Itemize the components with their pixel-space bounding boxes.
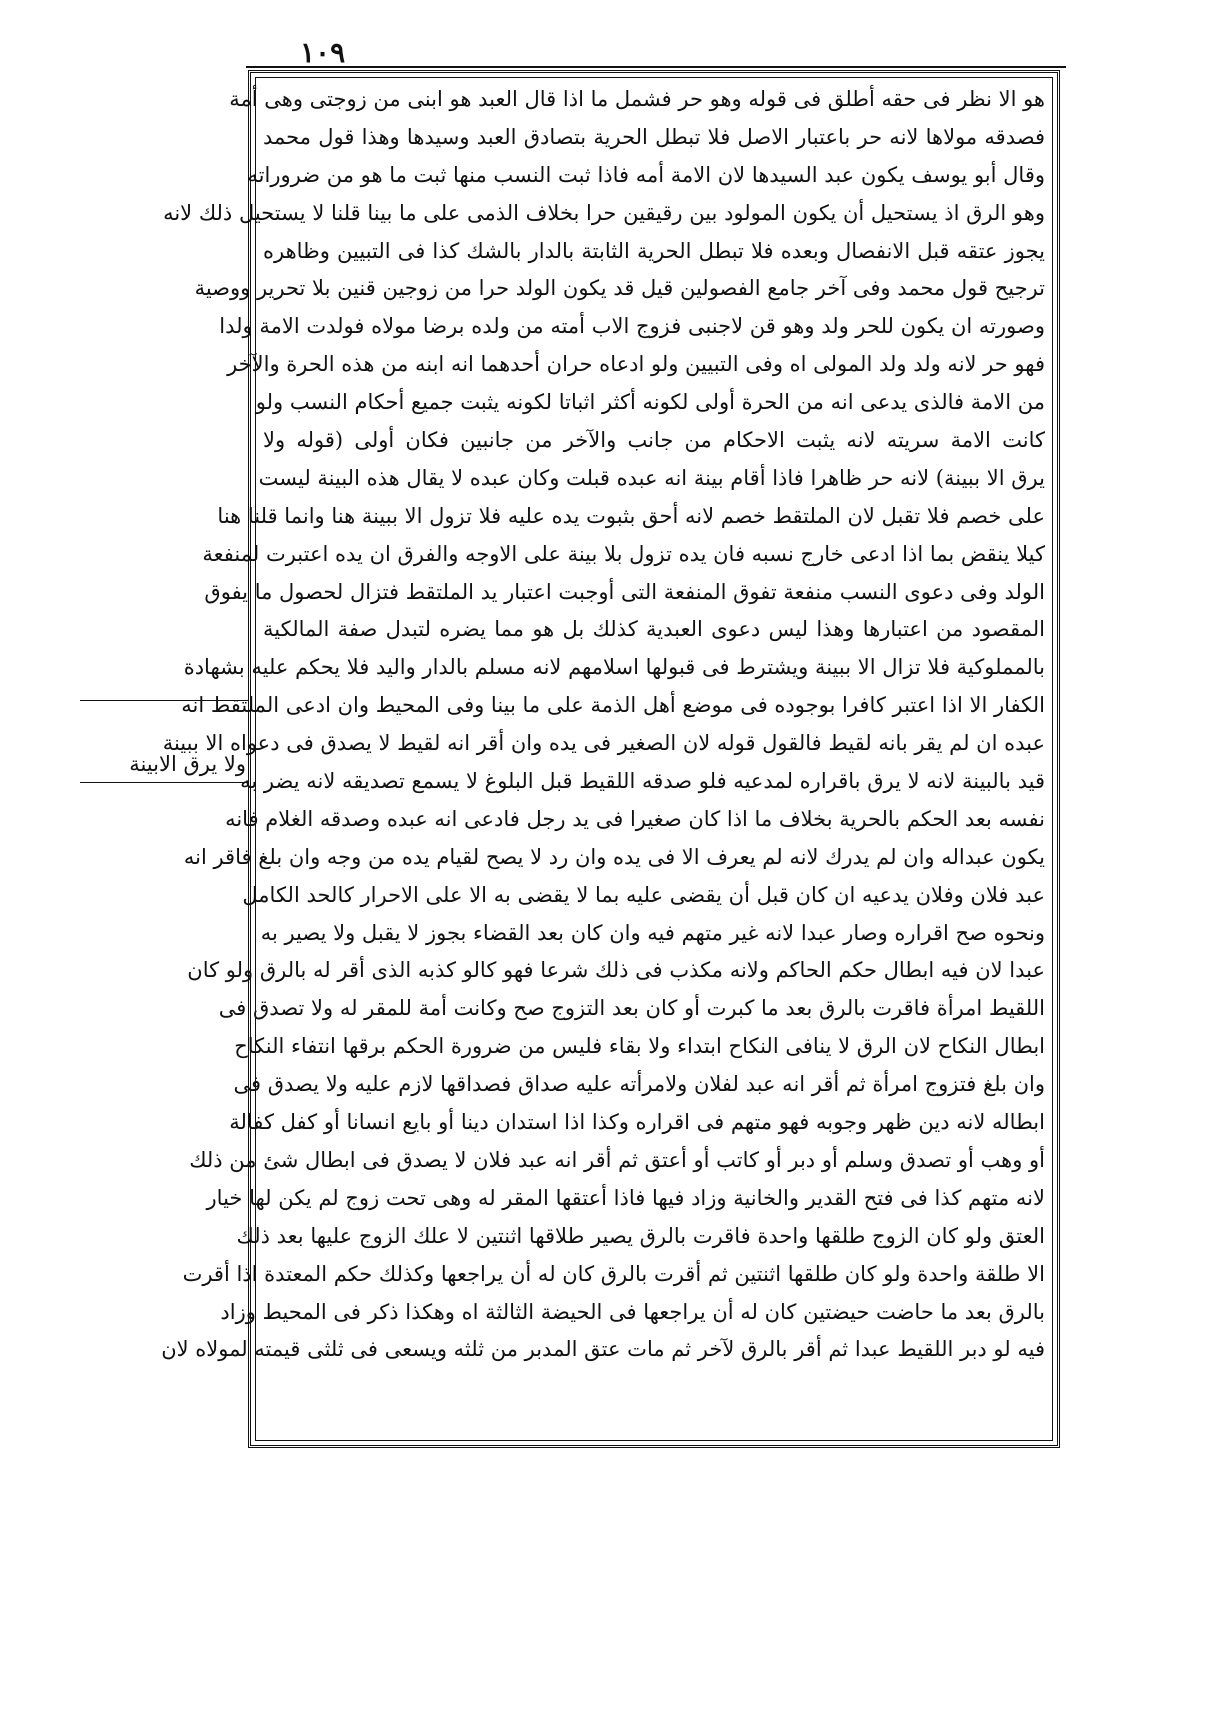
- text-line: الا طلقة واحدة ولو كان طلقها اثنتين ثم أقرت بالرق كان له أن يراجعها وكذلك حكم المعتدة اذا أقرت: [182, 1261, 1045, 1286]
- text-line: أو وهب أو تصدق وسلم أو دبر أو كاتب أو أعتق ثم أقر انه عبد فلان لا يصدق فى ابطال شئ من ذلك: [189, 1147, 1045, 1172]
- text-line: فيه لو دبر اللقيط عبدا ثم أقر بالرق لآخر ثم مات عتق المدبر من ثلثه ويسعى فى ثلثى قيمته لمولاه لان: [161, 1337, 1045, 1362]
- text-line: كانت الامة سريته لانه يثبت الاحكام من جانب والآخر من جانبين فكان أولى (قوله ولا: [263, 428, 1045, 453]
- text-line: ونحوه صح اقراره وصار عبدا لانه غير متهم فيه وان كان بعد القضاء بجوز لا يقبل ولا يصير به: [260, 920, 1045, 945]
- page-number: ١٠٩: [300, 36, 346, 69]
- text-line: الولد وفى دعوى النسب منفعة تفوق المنفعة التى أوجبت اعتبار يد الملتقط فتزال لحصول ما يفوق: [204, 579, 1045, 604]
- text-line: ابطاله لانه دين ظهر وجوبه فهو متهم فى اقراره وكذا اذا استدان دينا أو بايع انسانا أو كفل كفالة: [229, 1110, 1045, 1135]
- text-line: العتق ولو كان الزوج طلقها واحدة فاقرت بالرق يصير طلاقها اثنتين لا علك الزوج عليها بعد ذلك: [236, 1223, 1045, 1248]
- text-line: على خصم فلا تقبل لان الملتقط خصم لانه أحق بثبوت يده عليه فلا تزول الا ببينة هنا وانما قلنا هنا: [217, 503, 1045, 528]
- text-line: وصورته ان يكون للحر ولد وهو قن لاجنبى فزوج الاب أمته من ولده برضا مولاه فولدت الامة ولدا: [219, 314, 1045, 339]
- margin-rule-bottom: [80, 782, 248, 783]
- text-line: ابطال النكاح لان الرق لا ينافى النكاح ابتداء ولا بقاء فليس من ضرورة الحكم برقها انتفاء النكاح: [234, 1034, 1045, 1059]
- header-rule: [246, 66, 1066, 68]
- text-line: يرق الا ببينة) لانه حر ظاهرا فاذا أقام بينة انه عبده قبلت وكان عبده لا يقال هذه البينة ليست: [258, 465, 1045, 490]
- text-line: وان بلغ فتزوج امرأة ثم أقر انه عبد لفلان ولامرأته عليه صداق فصداقها لازم عليه ولا يصدق فى: [233, 1072, 1045, 1097]
- text-line: عبده ان لم يقر بانه لقيط فالقول قوله لان الصغير فى يده وان أقر انه لقيط لا يصدق فى دعواه الا ببينة: [162, 731, 1045, 756]
- text-line: وقال أبو يوسف يكون عبد السيدها لان الامة أمه فاذا ثبت النسب منها ثبت ما هو من ضروراته: [247, 162, 1045, 187]
- text-line: فصدقه مولاها لانه حر باعتبار الاصل فلا تبطل الحرية بتصادق العبد وسيدها وهذا قول محمد: [263, 124, 1045, 149]
- text-line: لانه متهم كذا فى فتح القدير والخانية وزاد فيها فاذا أعتقها المقر له وهى تحت زوج لم يكن لها خيار: [206, 1185, 1045, 1210]
- text-line: عبد فلان وفلان يدعيه ان كان قبل أن يقضى عليه بما لا يقضى به الا على الاحرار كالحد الكامل: [242, 882, 1045, 907]
- text-line: من الامة فالذى يدعى انه من الحرة أولى لكونه أكثر اثباتا لكونه يثبت جميع أحكام النسب ولو: [255, 390, 1045, 415]
- text-line: ترجيح قول محمد وفى آخر جامع الفصولين قيل قد يكون الولد حرا من زوجين قنين بلا تحرير ووصية: [194, 276, 1045, 301]
- text-line: اللقيط امرأة فاقرت بالرق بعد ما كبرت أو كان بعد التزوج صح وكانت أمة للمقر له ولا تصدق فى: [218, 996, 1045, 1021]
- text-line: يجوز عتقه قبل الانفصال وبعده فلا تبطل الحرية الثابتة بالدار بالشك كذا فى التبيين وظاهره: [263, 238, 1045, 263]
- text-line: عبدا لان فيه ابطال حكم الحاكم ولانه مكذب فى ذلك شرعا فهو كالو كذبه الذى أقر له بالرق ولو كان: [187, 958, 1045, 983]
- text-line: وهو الرق اذ يستحيل أن يكون المولود بين رقيقين حرا بخلاف الذمى على ما بينا قلنا لا يستحيل ذلك لانه: [163, 200, 1045, 225]
- text-line: بالمملوكية فلا تزال الا ببينة ويشترط فى قبولها اسلامهم لانه مسلم بالدار واليد فلا يحكم عليه بشهادة: [183, 655, 1045, 680]
- text-line: هو الا نظر فى حقه أطلق فى قوله وهو حر فشمل ما اذا قال العبد هو ابنى من زوجتى وهى أمة: [229, 87, 1045, 111]
- text-line: يكون عبداله وان لم يدرك لانه لم يعرف الا فى يده وان رد لا يصح لقيام يده من وجه وان بلغ فاقر انه: [183, 844, 1045, 869]
- text-line: فهو حر لانه ولد ولد المولى اه وفى التبيين ولو ادعاه حران أحدهما انه ابنه من هذه الحرة والآخر: [227, 352, 1045, 377]
- text-line: قيد بالبينة لانه لا يرق باقراره لمدعيه فلو صدقه اللقيط قبل البلوغ لا يسمع تصديقه لانه يضر به: [240, 769, 1045, 794]
- text-line: بالرق بعد ما حاضت حيضتين كان له أن يراجعها فى الحيضة الثالثة اه وهكذا ذكر فى المحيط وزاد: [220, 1299, 1045, 1324]
- text-line: الكفار الا اذا اعتبر كافرا بوجوده فى موضع أهل الذمة على ما بينا وفى المحيط وان ادعى الملتقط انه: [181, 693, 1045, 718]
- text-line: كيلا ينقض بما اذا ادعى خارج نسبه فان يده تزول بلا بينة على الاوجه والفرق ان يده اعتبرت لمنفعة: [202, 541, 1045, 566]
- text-line: نفسه بعد الحكم بالحرية بخلاف ما اذا كان صغيرا فى يد رجل فادعى انه عبده وصدقه الغلام فانه: [225, 806, 1045, 831]
- margin-note: ولا يرق الابينة: [129, 752, 246, 776]
- text-line: المقصود من اعتبارها وهذا ليس دعوى العبدية كذلك بل هو مما يضره لتبدل صفة المالكية: [263, 617, 1045, 642]
